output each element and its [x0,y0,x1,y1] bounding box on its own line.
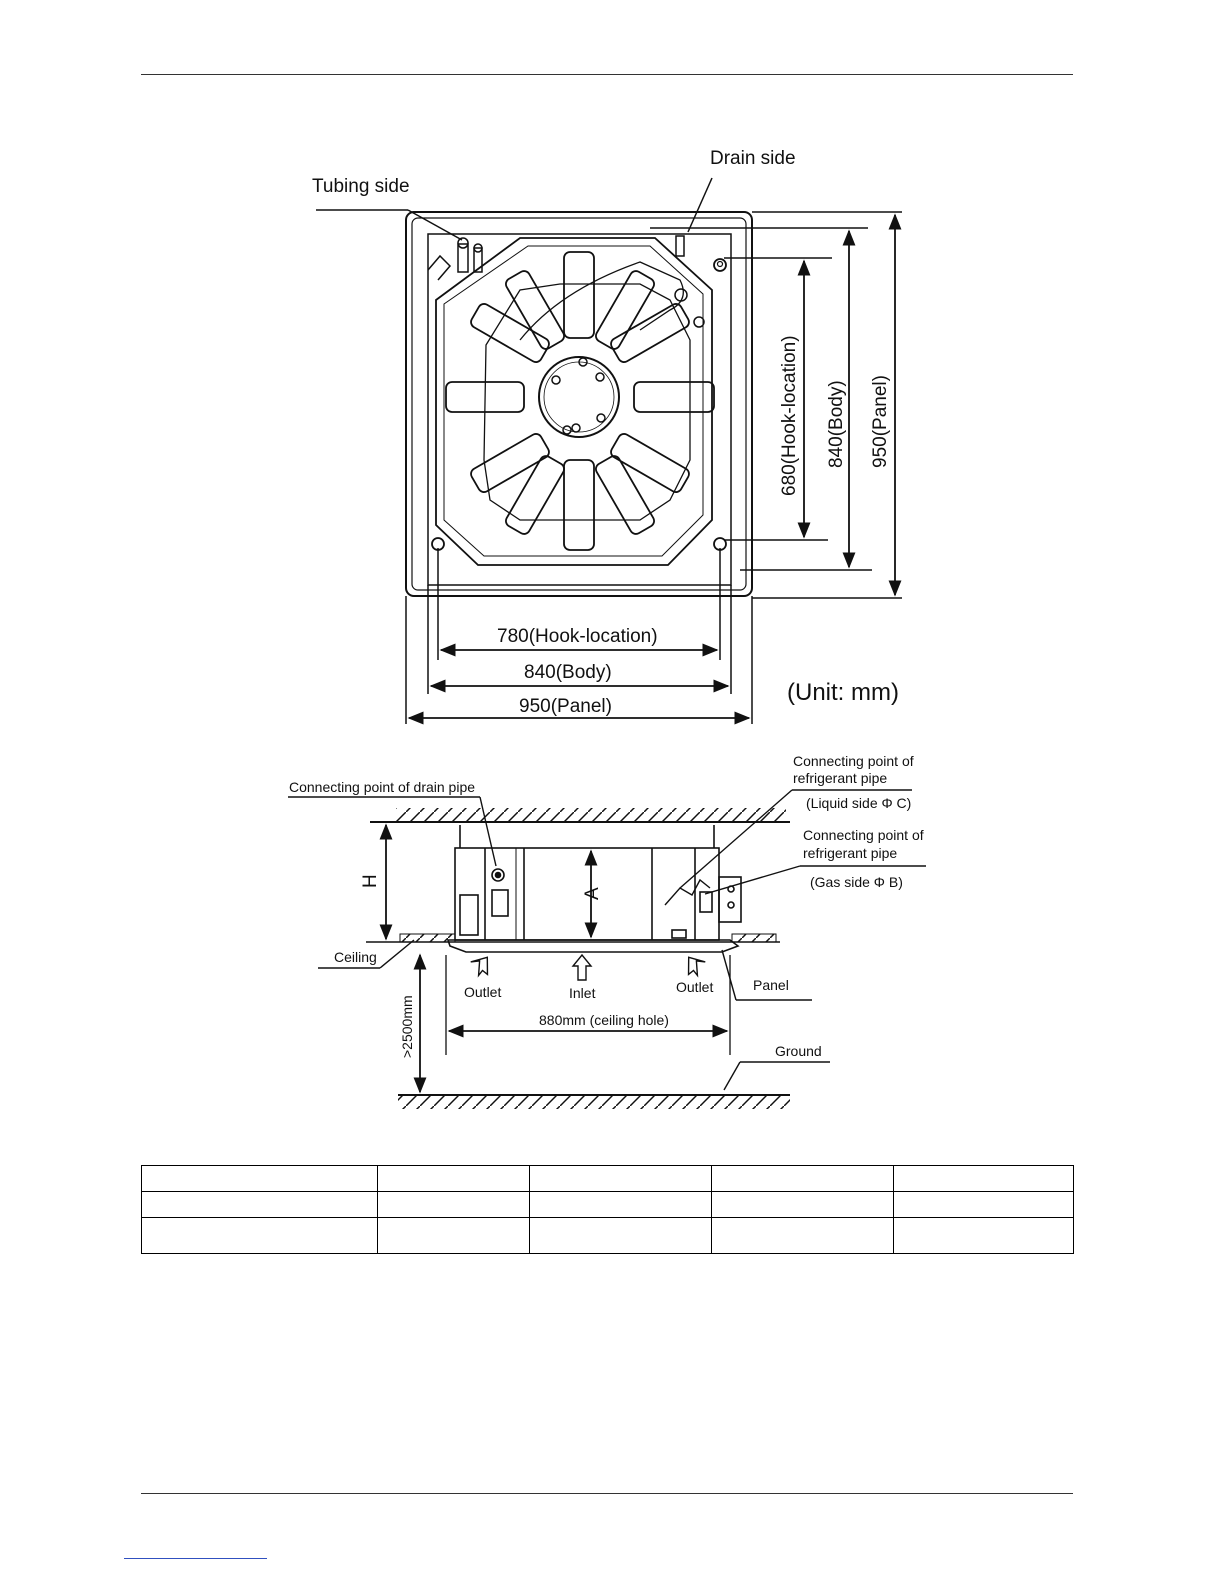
table-row [142,1192,1074,1218]
a-dimension-label: A [582,887,603,900]
min-height-label: >2500mm [399,995,415,1058]
table-cell [530,1166,712,1192]
panel-label: Panel [753,977,789,993]
dim-950-height-label: 950(Panel) [870,375,891,468]
refrigerant-gas-label-line2: refrigerant pipe [803,845,898,861]
dim-840-width-label: 840(Body) [524,662,612,683]
table-cell [142,1166,378,1192]
top-view [406,212,752,596]
table-cell [712,1192,894,1218]
dim-780-label: 780(Hook-location) [497,626,658,647]
dimension-table [141,1165,1074,1254]
refrigerant-gas-label-line1: Connecting point of [803,827,924,843]
outlet-right-label: Outlet [676,979,714,995]
table-cell [530,1218,712,1254]
gas-side-label: (Gas side Φ B) [810,874,903,890]
ceiling-hole-label: 880mm (ceiling hole) [539,1012,669,1028]
dim-680-label: 680(Hook-location) [779,335,800,496]
table-row [142,1166,1074,1192]
ceiling-label: Ceiling [334,949,377,965]
table-cell [894,1192,1074,1218]
table-cell [530,1192,712,1218]
table-cell [142,1192,378,1218]
drain-side-label: Drain side [710,148,796,169]
dim-950-width-label: 950(Panel) [519,696,612,717]
table-cell [712,1166,894,1192]
liquid-side-label: (Liquid side Φ C) [806,795,912,811]
refrigerant-liquid-label-line2: refrigerant pipe [793,770,888,786]
table-cell [894,1166,1074,1192]
ground-label: Ground [775,1043,822,1059]
footer-link[interactable] [124,1558,267,1559]
table-cell [894,1218,1074,1254]
drain-pipe-label: Connecting point of drain pipe [289,779,476,795]
refrigerant-liquid-label-line1: Connecting point of [793,753,914,769]
tubing-side-label: Tubing side [312,176,410,197]
table-cell [142,1218,378,1254]
unit-label: (Unit: mm) [787,679,899,706]
table-cell [712,1218,894,1254]
table-cell [378,1218,530,1254]
h-dimension-label: H [360,874,381,888]
table-cell [378,1166,530,1192]
footer-rule [141,1493,1073,1494]
table-cell [378,1192,530,1218]
table-row [142,1218,1074,1254]
dim-840-height-label: 840(Body) [826,380,847,468]
inlet-label: Inlet [569,985,596,1001]
outlet-left-label: Outlet [464,984,502,1000]
fan-blades [446,252,714,550]
